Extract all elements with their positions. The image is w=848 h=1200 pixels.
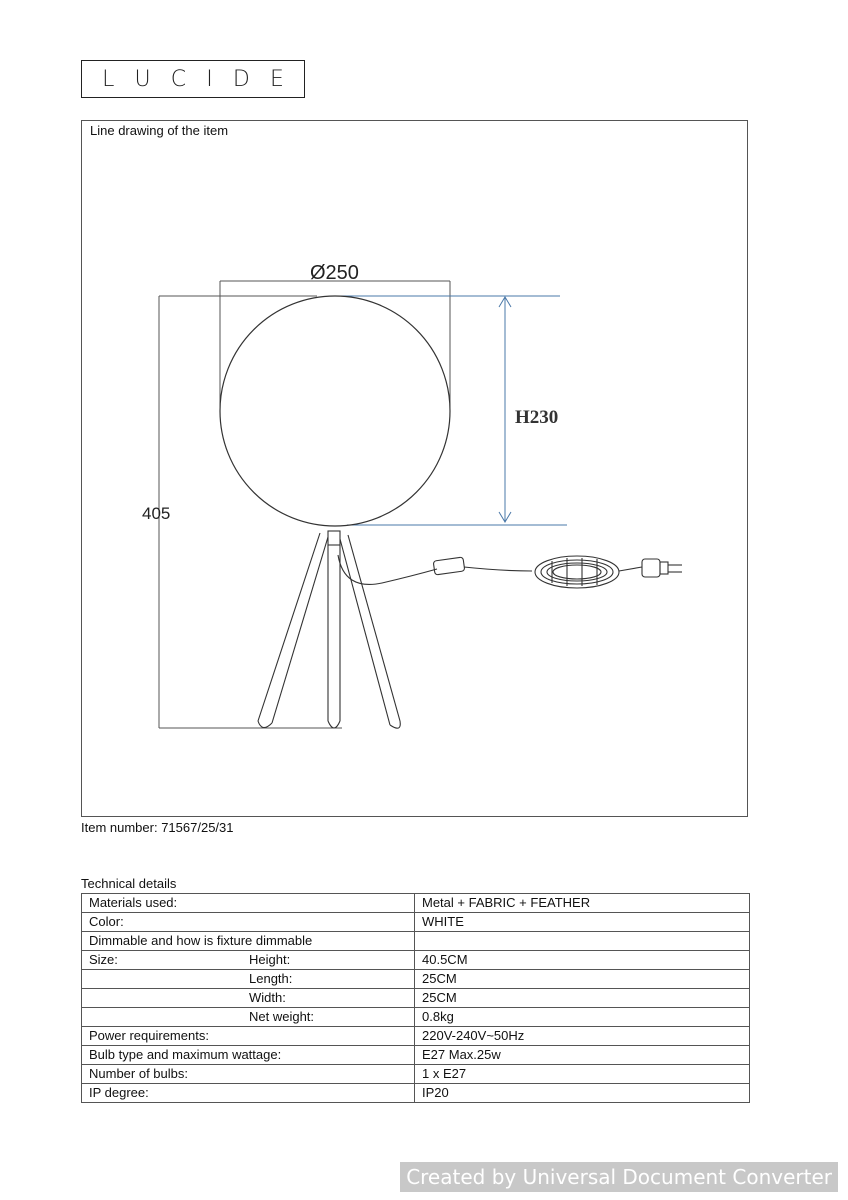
- spec-value: 220V-240V~50Hz: [415, 1027, 750, 1046]
- spec-value: Metal + FABRIC + FEATHER: [415, 894, 750, 913]
- spec-label-cell: [82, 951, 415, 970]
- power-cable: [338, 555, 437, 584]
- spec-value: 25CM: [415, 970, 750, 989]
- spec-row: [82, 989, 750, 1008]
- spec-label: Size:: [89, 952, 118, 967]
- logo-letter: E: [269, 66, 284, 92]
- spec-label: Materials used:: [89, 895, 178, 910]
- lamp-globe: [220, 296, 450, 526]
- logo-letter: U: [134, 66, 151, 92]
- spec-row: [82, 1084, 750, 1103]
- globe-height-label: H230: [515, 407, 559, 428]
- spec-label-cell: [82, 970, 415, 989]
- spec-label-cell: [82, 1065, 415, 1084]
- spec-label: Color:: [89, 914, 124, 929]
- spec-sublabel: Width:: [249, 990, 286, 1005]
- spec-sublabel: Height:: [249, 952, 291, 967]
- spec-row: [82, 932, 750, 951]
- spec-row: [82, 1008, 750, 1027]
- spec-row: [82, 1065, 750, 1084]
- spec-label-cell: [82, 913, 415, 932]
- logo-letter: I: [206, 66, 213, 92]
- total-height-label: 405: [142, 504, 171, 523]
- spec-value: 0.8kg: [415, 1008, 750, 1027]
- technical-details-table: [81, 893, 750, 1103]
- spec-label-cell: [82, 1008, 415, 1027]
- spec-row: [82, 970, 750, 989]
- brand-logo: [81, 60, 305, 98]
- spec-value: 40.5CM: [415, 951, 750, 970]
- lamp-line-drawing: [82, 121, 749, 818]
- logo-letter: D: [232, 66, 250, 92]
- spec-label-cell: [82, 894, 415, 913]
- coiled-cord: [535, 556, 619, 588]
- spec-value: 1 x E27: [415, 1065, 750, 1084]
- power-plug: [642, 559, 660, 577]
- spec-value: IP20: [415, 1084, 750, 1103]
- spec-label: Bulb type and maximum wattage:: [89, 1047, 282, 1062]
- spec-row: [82, 913, 750, 932]
- spec-value: WHITE: [415, 913, 750, 932]
- spec-sublabel: Length:: [249, 971, 293, 986]
- tripod-leg-right: [348, 535, 400, 721]
- spec-value: [415, 932, 750, 951]
- spec-label-cell: [82, 932, 415, 951]
- diameter-label: Ø250: [310, 262, 359, 284]
- spec-label: Power requirements:: [89, 1028, 209, 1043]
- spec-label-cell: [82, 989, 415, 1008]
- cable-switch: [433, 557, 465, 575]
- spec-value: E27 Max.25w: [415, 1046, 750, 1065]
- converter-watermark: Created by Universal Document Converter: [400, 1162, 838, 1192]
- lamp-hub: [328, 531, 340, 545]
- spec-value: 25CM: [415, 989, 750, 1008]
- item-number: Item number: 71567/25/31: [81, 820, 234, 835]
- spec-row: [82, 951, 750, 970]
- logo-letter: C: [170, 66, 187, 92]
- technical-details-heading: Technical details: [81, 876, 177, 891]
- drawing-caption: Line drawing of the item: [90, 123, 229, 138]
- spec-label-cell: [82, 1046, 415, 1065]
- tripod-leg-left: [258, 533, 320, 721]
- logo-letter: L: [102, 66, 115, 92]
- spec-row: [82, 894, 750, 913]
- spec-label: Number of bulbs:: [89, 1066, 188, 1081]
- spec-label: IP degree:: [89, 1085, 149, 1100]
- spec-label: Dimmable and how is fixture dimmable: [89, 933, 313, 948]
- spec-label-cell: [82, 1027, 415, 1046]
- spec-label-cell: [82, 1084, 415, 1103]
- spec-sublabel: Net weight:: [249, 1009, 315, 1024]
- line-drawing-panel: [81, 120, 748, 817]
- spec-row: [82, 1027, 750, 1046]
- spec-row: [82, 1046, 750, 1065]
